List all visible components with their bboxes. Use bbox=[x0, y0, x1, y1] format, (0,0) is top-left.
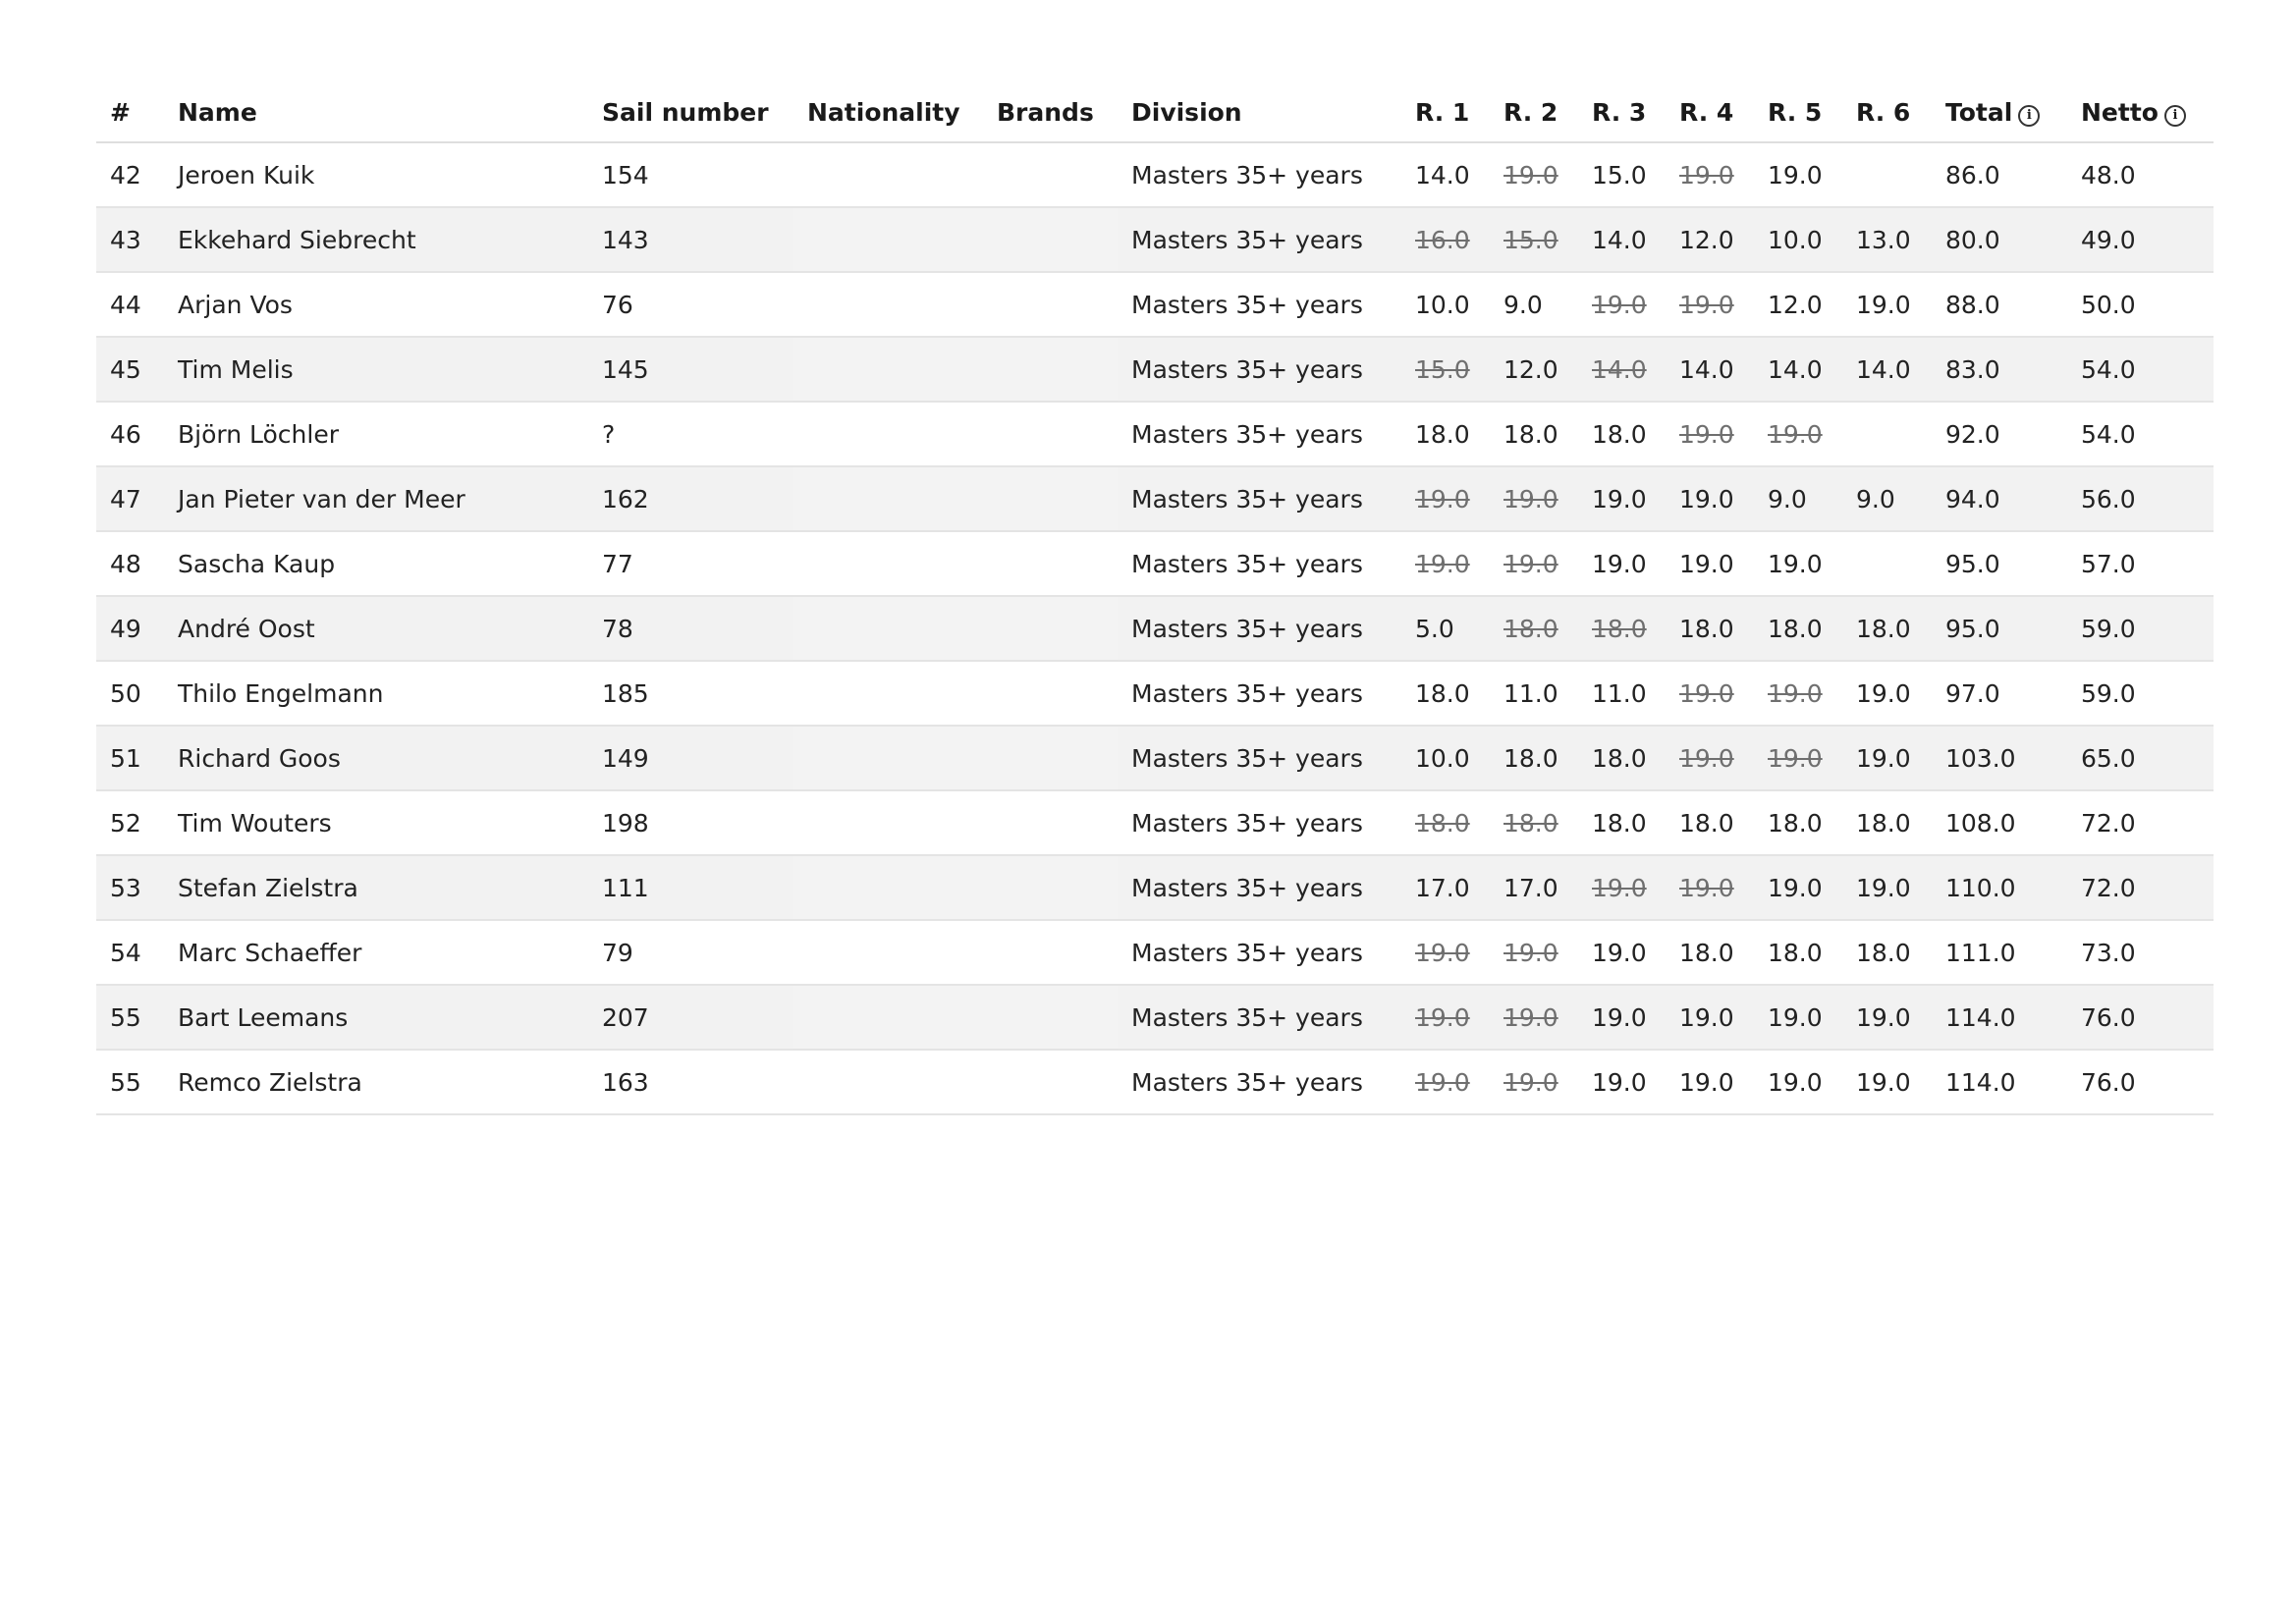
sail-number-cell: 154 bbox=[588, 142, 793, 207]
race-2-cell: 18.0 bbox=[1490, 790, 1578, 855]
race-6-cell: 19.0 bbox=[1842, 272, 1932, 337]
rank-cell: 45 bbox=[96, 337, 164, 402]
rank-cell: 44 bbox=[96, 272, 164, 337]
total-cell: 92.0 bbox=[1932, 402, 2067, 466]
name-cell: Jeroen Kuik bbox=[164, 142, 588, 207]
header-row bbox=[96, 82, 2214, 142]
race-3-cell: 19.0 bbox=[1578, 531, 1666, 596]
nationality-cell bbox=[793, 337, 983, 402]
table-row[interactable] bbox=[96, 790, 2214, 855]
race-5-cell: 19.0 bbox=[1754, 661, 1842, 726]
netto-cell: 76.0 bbox=[2067, 1050, 2214, 1114]
total-cell: 88.0 bbox=[1932, 272, 2067, 337]
name-cell: Sascha Kaup bbox=[164, 531, 588, 596]
brands-cell bbox=[983, 207, 1118, 272]
name-cell: Tim Melis bbox=[164, 337, 588, 402]
brands-cell bbox=[983, 402, 1118, 466]
race-2-cell: 19.0 bbox=[1490, 466, 1578, 531]
nationality-cell bbox=[793, 207, 983, 272]
total-cell: 114.0 bbox=[1932, 985, 2067, 1050]
division-cell: Masters 35+ years bbox=[1118, 1050, 1401, 1114]
nationality-cell bbox=[793, 726, 983, 790]
rank-cell: 54 bbox=[96, 920, 164, 985]
division-cell: Masters 35+ years bbox=[1118, 466, 1401, 531]
brands-cell bbox=[983, 920, 1118, 985]
netto-cell: 54.0 bbox=[2067, 402, 2214, 466]
name-cell: Ekkehard Siebrecht bbox=[164, 207, 588, 272]
race-3-cell: 19.0 bbox=[1578, 920, 1666, 985]
rank-cell: 49 bbox=[96, 596, 164, 661]
brands-cell bbox=[983, 466, 1118, 531]
race-6-cell: 19.0 bbox=[1842, 985, 1932, 1050]
netto-cell: 73.0 bbox=[2067, 920, 2214, 985]
sail-number-cell: 78 bbox=[588, 596, 793, 661]
table-row[interactable] bbox=[96, 142, 2214, 207]
name-cell: Jan Pieter van der Meer bbox=[164, 466, 588, 531]
brands-cell bbox=[983, 337, 1118, 402]
race-1-cell: 18.0 bbox=[1401, 661, 1490, 726]
sail-number-cell: 111 bbox=[588, 855, 793, 920]
brands-cell bbox=[983, 272, 1118, 337]
division-cell: Masters 35+ years bbox=[1118, 985, 1401, 1050]
total-cell: 103.0 bbox=[1932, 726, 2067, 790]
race-6-cell: 19.0 bbox=[1842, 1050, 1932, 1114]
race-3-cell: 15.0 bbox=[1578, 142, 1666, 207]
info-icon[interactable]: i bbox=[2164, 105, 2186, 127]
col-rank-header[interactable]: # bbox=[96, 82, 164, 142]
division-cell: Masters 35+ years bbox=[1118, 855, 1401, 920]
col-brands-header[interactable]: Brands bbox=[983, 82, 1118, 142]
col-r3-header[interactable]: R. 3 bbox=[1578, 82, 1666, 142]
netto-cell: 57.0 bbox=[2067, 531, 2214, 596]
brands-cell bbox=[983, 855, 1118, 920]
race-1-cell: 18.0 bbox=[1401, 790, 1490, 855]
col-name-header[interactable]: Name bbox=[164, 82, 588, 142]
race-4-cell: 14.0 bbox=[1666, 337, 1754, 402]
race-6-cell: 13.0 bbox=[1842, 207, 1932, 272]
division-cell: Masters 35+ years bbox=[1118, 207, 1401, 272]
sail-number-cell: 198 bbox=[588, 790, 793, 855]
col-division-header[interactable]: Division bbox=[1118, 82, 1401, 142]
nationality-cell bbox=[793, 790, 983, 855]
rank-cell: 42 bbox=[96, 142, 164, 207]
race-3-cell: 11.0 bbox=[1578, 661, 1666, 726]
info-icon[interactable]: i bbox=[2018, 105, 2040, 127]
race-6-cell bbox=[1842, 531, 1932, 596]
brands-cell bbox=[983, 596, 1118, 661]
rank-cell: 52 bbox=[96, 790, 164, 855]
race-6-cell: 19.0 bbox=[1842, 726, 1932, 790]
race-4-cell: 18.0 bbox=[1666, 920, 1754, 985]
division-cell: Masters 35+ years bbox=[1118, 402, 1401, 466]
race-5-cell: 19.0 bbox=[1754, 726, 1842, 790]
name-cell: Thilo Engelmann bbox=[164, 661, 588, 726]
brands-cell bbox=[983, 726, 1118, 790]
netto-cell: 59.0 bbox=[2067, 661, 2214, 726]
race-2-cell: 19.0 bbox=[1490, 1050, 1578, 1114]
table-row[interactable] bbox=[96, 402, 2214, 466]
col-r2-header[interactable]: R. 2 bbox=[1490, 82, 1578, 142]
name-cell: Bart Leemans bbox=[164, 985, 588, 1050]
sail-number-cell: 149 bbox=[588, 726, 793, 790]
race-6-cell bbox=[1842, 142, 1932, 207]
rank-cell: 48 bbox=[96, 531, 164, 596]
netto-cell: 72.0 bbox=[2067, 855, 2214, 920]
nationality-cell bbox=[793, 855, 983, 920]
table-row[interactable] bbox=[96, 531, 2214, 596]
division-cell: Masters 35+ years bbox=[1118, 531, 1401, 596]
table-row[interactable] bbox=[96, 596, 2214, 661]
rank-cell: 55 bbox=[96, 985, 164, 1050]
total-cell: 95.0 bbox=[1932, 531, 2067, 596]
brands-cell bbox=[983, 985, 1118, 1050]
race-2-cell: 18.0 bbox=[1490, 402, 1578, 466]
race-5-cell: 19.0 bbox=[1754, 142, 1842, 207]
race-2-cell: 19.0 bbox=[1490, 531, 1578, 596]
race-1-cell: 17.0 bbox=[1401, 855, 1490, 920]
division-cell: Masters 35+ years bbox=[1118, 661, 1401, 726]
race-6-cell: 18.0 bbox=[1842, 790, 1932, 855]
col-r5-header[interactable]: R. 5 bbox=[1754, 82, 1842, 142]
table-row[interactable] bbox=[96, 726, 2214, 790]
race-5-cell: 12.0 bbox=[1754, 272, 1842, 337]
race-2-cell: 15.0 bbox=[1490, 207, 1578, 272]
sail-number-cell: 143 bbox=[588, 207, 793, 272]
name-cell: André Oost bbox=[164, 596, 588, 661]
race-4-cell: 18.0 bbox=[1666, 596, 1754, 661]
table-row[interactable] bbox=[96, 661, 2214, 726]
nationality-cell bbox=[793, 985, 983, 1050]
race-4-cell: 19.0 bbox=[1666, 1050, 1754, 1114]
race-5-cell: 18.0 bbox=[1754, 920, 1842, 985]
brands-cell bbox=[983, 1050, 1118, 1114]
netto-cell: 65.0 bbox=[2067, 726, 2214, 790]
race-5-cell: 19.0 bbox=[1754, 402, 1842, 466]
name-cell: Remco Zielstra bbox=[164, 1050, 588, 1114]
race-4-cell: 19.0 bbox=[1666, 142, 1754, 207]
name-cell: Stefan Zielstra bbox=[164, 855, 588, 920]
name-cell: Björn Löchler bbox=[164, 402, 588, 466]
race-5-cell: 19.0 bbox=[1754, 985, 1842, 1050]
name-cell: Tim Wouters bbox=[164, 790, 588, 855]
rank-cell: 53 bbox=[96, 855, 164, 920]
race-4-cell: 19.0 bbox=[1666, 531, 1754, 596]
race-1-cell: 10.0 bbox=[1401, 726, 1490, 790]
results-page bbox=[96, 82, 2214, 1115]
division-cell: Masters 35+ years bbox=[1118, 790, 1401, 855]
race-1-cell: 19.0 bbox=[1401, 466, 1490, 531]
race-2-cell: 18.0 bbox=[1490, 726, 1578, 790]
race-4-cell: 18.0 bbox=[1666, 790, 1754, 855]
race-5-cell: 19.0 bbox=[1754, 855, 1842, 920]
netto-cell: 56.0 bbox=[2067, 466, 2214, 531]
race-3-cell: 19.0 bbox=[1578, 855, 1666, 920]
rank-cell: 51 bbox=[96, 726, 164, 790]
total-cell: 95.0 bbox=[1932, 596, 2067, 661]
race-6-cell bbox=[1842, 402, 1932, 466]
col-r6-header[interactable]: R. 6 bbox=[1842, 82, 1932, 142]
race-6-cell: 19.0 bbox=[1842, 661, 1932, 726]
sail-number-cell: ? bbox=[588, 402, 793, 466]
sail-number-cell: 163 bbox=[588, 1050, 793, 1114]
table-row[interactable] bbox=[96, 855, 2214, 920]
rank-cell: 47 bbox=[96, 466, 164, 531]
total-cell: 111.0 bbox=[1932, 920, 2067, 985]
table-row[interactable] bbox=[96, 985, 2214, 1050]
division-cell: Masters 35+ years bbox=[1118, 726, 1401, 790]
nationality-cell bbox=[793, 1050, 983, 1114]
division-cell: Masters 35+ years bbox=[1118, 596, 1401, 661]
race-2-cell: 11.0 bbox=[1490, 661, 1578, 726]
netto-cell: 76.0 bbox=[2067, 985, 2214, 1050]
total-cell: 94.0 bbox=[1932, 466, 2067, 531]
brands-cell bbox=[983, 661, 1118, 726]
race-3-cell: 19.0 bbox=[1578, 985, 1666, 1050]
race-3-cell: 18.0 bbox=[1578, 402, 1666, 466]
race-2-cell: 17.0 bbox=[1490, 855, 1578, 920]
nationality-cell bbox=[793, 531, 983, 596]
race-1-cell: 5.0 bbox=[1401, 596, 1490, 661]
race-1-cell: 14.0 bbox=[1401, 142, 1490, 207]
netto-cell: 72.0 bbox=[2067, 790, 2214, 855]
race-5-cell: 18.0 bbox=[1754, 790, 1842, 855]
sail-number-cell: 79 bbox=[588, 920, 793, 985]
nationality-cell bbox=[793, 402, 983, 466]
name-cell: Richard Goos bbox=[164, 726, 588, 790]
total-cell: 86.0 bbox=[1932, 142, 2067, 207]
race-4-cell: 19.0 bbox=[1666, 466, 1754, 531]
nationality-cell bbox=[793, 142, 983, 207]
division-cell: Masters 35+ years bbox=[1118, 920, 1401, 985]
netto-header-label: Netto bbox=[2081, 97, 2159, 127]
col-nationality-header[interactable]: Nationality bbox=[793, 82, 983, 142]
race-1-cell: 19.0 bbox=[1401, 1050, 1490, 1114]
race-2-cell: 12.0 bbox=[1490, 337, 1578, 402]
rank-cell: 55 bbox=[96, 1050, 164, 1114]
race-2-cell: 18.0 bbox=[1490, 596, 1578, 661]
total-cell: 83.0 bbox=[1932, 337, 2067, 402]
sail-number-cell: 207 bbox=[588, 985, 793, 1050]
race-3-cell: 19.0 bbox=[1578, 466, 1666, 531]
race-5-cell: 19.0 bbox=[1754, 531, 1842, 596]
netto-cell: 54.0 bbox=[2067, 337, 2214, 402]
race-5-cell: 9.0 bbox=[1754, 466, 1842, 531]
race-4-cell: 12.0 bbox=[1666, 207, 1754, 272]
netto-cell: 59.0 bbox=[2067, 596, 2214, 661]
race-3-cell: 14.0 bbox=[1578, 207, 1666, 272]
total-cell: 108.0 bbox=[1932, 790, 2067, 855]
total-cell: 110.0 bbox=[1932, 855, 2067, 920]
division-cell: Masters 35+ years bbox=[1118, 337, 1401, 402]
rank-cell: 46 bbox=[96, 402, 164, 466]
race-1-cell: 19.0 bbox=[1401, 985, 1490, 1050]
race-2-cell: 19.0 bbox=[1490, 142, 1578, 207]
total-cell: 97.0 bbox=[1932, 661, 2067, 726]
sail-number-cell: 162 bbox=[588, 466, 793, 531]
rank-cell: 50 bbox=[96, 661, 164, 726]
netto-cell: 50.0 bbox=[2067, 272, 2214, 337]
race-6-cell: 14.0 bbox=[1842, 337, 1932, 402]
table-body bbox=[96, 142, 2214, 1114]
race-4-cell: 19.0 bbox=[1666, 661, 1754, 726]
race-1-cell: 15.0 bbox=[1401, 337, 1490, 402]
race-5-cell: 18.0 bbox=[1754, 596, 1842, 661]
col-total-header[interactable] bbox=[1932, 82, 2067, 142]
nationality-cell bbox=[793, 272, 983, 337]
sail-number-cell: 145 bbox=[588, 337, 793, 402]
race-3-cell: 14.0 bbox=[1578, 337, 1666, 402]
results-table bbox=[96, 82, 2214, 1115]
race-3-cell: 18.0 bbox=[1578, 596, 1666, 661]
race-2-cell: 19.0 bbox=[1490, 985, 1578, 1050]
table-row[interactable] bbox=[96, 466, 2214, 531]
brands-cell bbox=[983, 142, 1118, 207]
race-2-cell: 9.0 bbox=[1490, 272, 1578, 337]
table-row[interactable] bbox=[96, 337, 2214, 402]
table-row[interactable] bbox=[96, 1050, 2214, 1114]
table-header bbox=[96, 82, 2214, 142]
sail-number-cell: 185 bbox=[588, 661, 793, 726]
race-5-cell: 14.0 bbox=[1754, 337, 1842, 402]
race-5-cell: 10.0 bbox=[1754, 207, 1842, 272]
race-3-cell: 18.0 bbox=[1578, 726, 1666, 790]
table-row[interactable] bbox=[96, 207, 2214, 272]
race-1-cell: 16.0 bbox=[1401, 207, 1490, 272]
race-1-cell: 10.0 bbox=[1401, 272, 1490, 337]
race-4-cell: 19.0 bbox=[1666, 726, 1754, 790]
total-header-label: Total bbox=[1945, 97, 2013, 127]
brands-cell bbox=[983, 790, 1118, 855]
race-4-cell: 19.0 bbox=[1666, 402, 1754, 466]
race-1-cell: 18.0 bbox=[1401, 402, 1490, 466]
race-6-cell: 18.0 bbox=[1842, 920, 1932, 985]
brands-cell bbox=[983, 531, 1118, 596]
race-5-cell: 19.0 bbox=[1754, 1050, 1842, 1114]
col-r1-header[interactable]: R. 1 bbox=[1401, 82, 1490, 142]
race-4-cell: 19.0 bbox=[1666, 855, 1754, 920]
race-1-cell: 19.0 bbox=[1401, 531, 1490, 596]
nationality-cell bbox=[793, 466, 983, 531]
table-row[interactable] bbox=[96, 920, 2214, 985]
netto-cell: 49.0 bbox=[2067, 207, 2214, 272]
nationality-cell bbox=[793, 920, 983, 985]
division-cell: Masters 35+ years bbox=[1118, 272, 1401, 337]
race-4-cell: 19.0 bbox=[1666, 272, 1754, 337]
race-6-cell: 9.0 bbox=[1842, 466, 1932, 531]
col-sail-header[interactable]: Sail number bbox=[588, 82, 793, 142]
sail-number-cell: 77 bbox=[588, 531, 793, 596]
table-row[interactable] bbox=[96, 272, 2214, 337]
race-6-cell: 18.0 bbox=[1842, 596, 1932, 661]
total-cell: 114.0 bbox=[1932, 1050, 2067, 1114]
race-6-cell: 19.0 bbox=[1842, 855, 1932, 920]
division-cell: Masters 35+ years bbox=[1118, 142, 1401, 207]
col-r4-header[interactable]: R. 4 bbox=[1666, 82, 1754, 142]
col-netto-header[interactable] bbox=[2067, 82, 2214, 142]
race-3-cell: 19.0 bbox=[1578, 272, 1666, 337]
race-3-cell: 19.0 bbox=[1578, 1050, 1666, 1114]
race-1-cell: 19.0 bbox=[1401, 920, 1490, 985]
total-cell: 80.0 bbox=[1932, 207, 2067, 272]
race-3-cell: 18.0 bbox=[1578, 790, 1666, 855]
netto-cell: 48.0 bbox=[2067, 142, 2214, 207]
race-4-cell: 19.0 bbox=[1666, 985, 1754, 1050]
name-cell: Arjan Vos bbox=[164, 272, 588, 337]
rank-cell: 43 bbox=[96, 207, 164, 272]
nationality-cell bbox=[793, 661, 983, 726]
nationality-cell bbox=[793, 596, 983, 661]
sail-number-cell: 76 bbox=[588, 272, 793, 337]
name-cell: Marc Schaeffer bbox=[164, 920, 588, 985]
race-2-cell: 19.0 bbox=[1490, 920, 1578, 985]
